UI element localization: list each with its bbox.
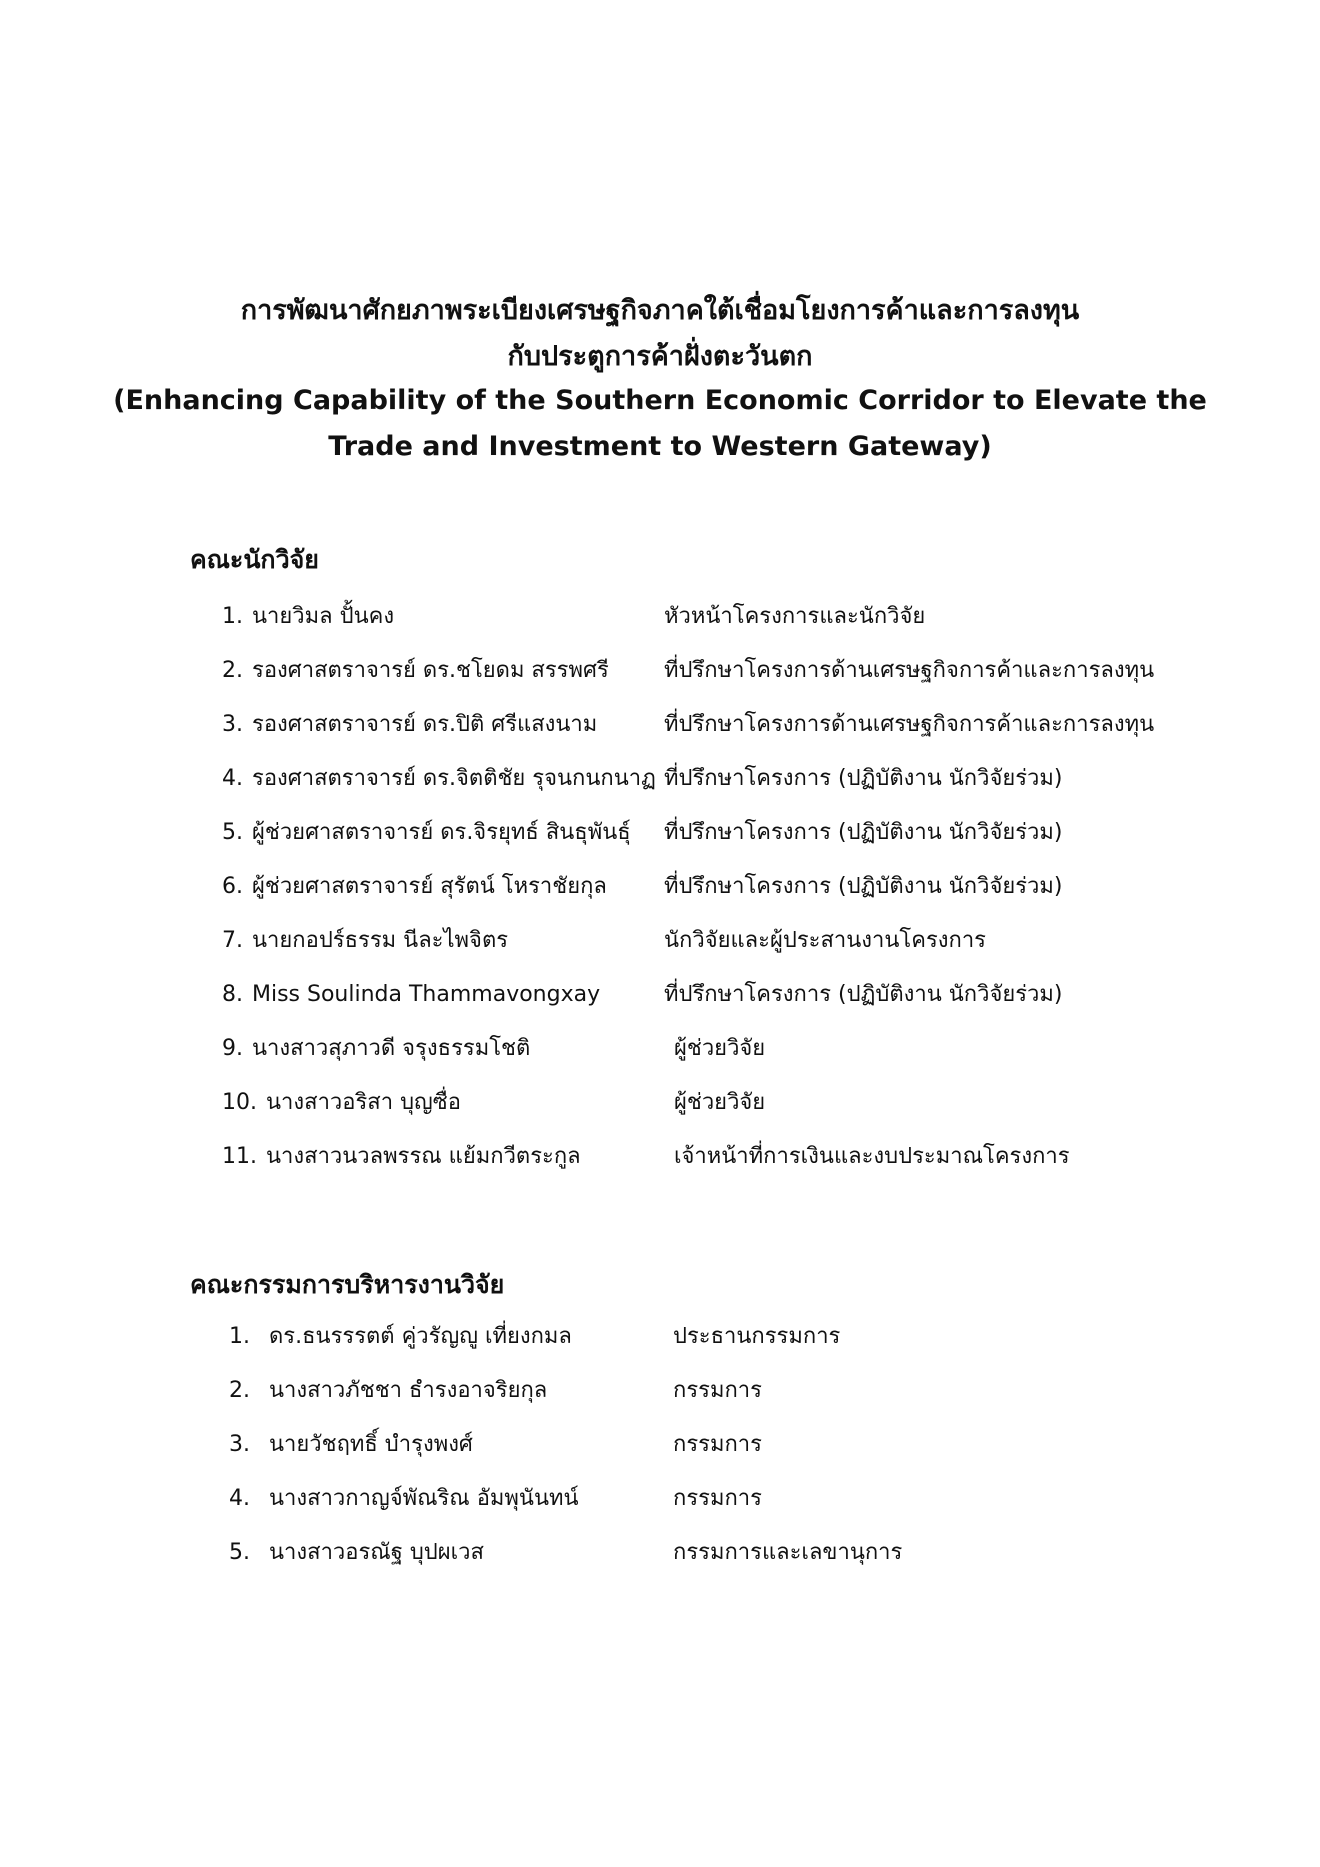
item-number: 11.: [222, 1144, 257, 1169]
member-role: กรรมการ: [673, 1378, 762, 1403]
title-thai-line-1: การพัฒนาศักยภาพระเบียงเศรษฐกิจภาคใต้เชื่อมโยงการค้าและการลงทุน: [240, 295, 1080, 326]
member-name: รองศาสตราจารย์ ดร.ชโยดม สรรพศรี: [252, 658, 609, 683]
list-item: [222, 968, 1222, 1022]
list-item: [222, 644, 1222, 698]
member-name: นางสาวอรณัฐ บุปผเวส: [269, 1540, 484, 1565]
item-number: 1.: [229, 1324, 250, 1349]
member-role: ที่ปรึกษาโครงการ (ปฏิบัติงาน นักวิจัยร่วม): [664, 820, 1063, 845]
member-role: ที่ปรึกษาโครงการ (ปฏิบัติงาน นักวิจัยร่วม): [664, 874, 1063, 899]
item-number: 5.: [229, 1540, 250, 1565]
list-item: [222, 806, 1222, 860]
member-role: ผู้ช่วยวิจัย: [674, 1090, 766, 1115]
item-number: 9.: [222, 1036, 243, 1061]
committee-heading: คณะกรรมการบริหารงานวิจัย: [190, 1270, 505, 1299]
list-item: [222, 1022, 1222, 1076]
document-title-thai: [0, 288, 1320, 380]
member-name: นายวิมล ปั้นคง: [252, 604, 395, 629]
title-english-line-1: (Enhancing Capability of the Southern Economic Corridor to Elevate the: [113, 385, 1207, 416]
member-role: ประธานกรรมการ: [673, 1324, 841, 1349]
member-role: เจ้าหน้าที่การเงินและงบประมาณโครงการ: [674, 1144, 1070, 1169]
item-number: 10.: [222, 1090, 257, 1115]
list-item: [229, 1472, 1129, 1526]
member-role: ผู้ช่วยวิจัย: [674, 1036, 766, 1061]
item-number: 1.: [222, 604, 243, 629]
list-item: [222, 590, 1222, 644]
member-role: กรรมการ: [673, 1486, 762, 1511]
item-number: 2.: [229, 1378, 250, 1403]
member-name: ผู้ช่วยศาสตราจารย์ สุรัตน์ โหราชัยกุล: [252, 874, 607, 899]
item-number: 2.: [222, 658, 243, 683]
list-item: [229, 1364, 1129, 1418]
title-english-line-2: Trade and Investment to Western Gateway): [328, 431, 992, 462]
member-name: รองศาสตราจารย์ ดร.ปิติ ศรีแสงนาม: [252, 712, 598, 737]
member-name: นางสาวกาญจ์พัณริณ อัมพุนันทน์: [269, 1486, 579, 1511]
item-number: 8.: [222, 982, 243, 1007]
member-role: ที่ปรึกษาโครงการด้านเศรษฐกิจการค้าและการลงทุน: [664, 712, 1155, 737]
list-item: [222, 914, 1222, 968]
list-item: [222, 1130, 1222, 1184]
committee-list: [229, 1310, 1129, 1580]
list-item: [229, 1310, 1129, 1364]
item-number: 4.: [229, 1486, 250, 1511]
member-name: นางสาวสุภาวดี จรุงธรรมโชติ: [252, 1036, 531, 1061]
research-team-heading: คณะนักวิจัย: [190, 545, 319, 574]
member-name: ดร.ธนรรรตต์ คู่วรัญญู เที่ยงกมล: [269, 1324, 572, 1349]
list-item: [229, 1418, 1129, 1472]
member-name: นางสาวนวลพรรณ แย้มกวีตระกูล: [266, 1144, 581, 1169]
member-role: ที่ปรึกษาโครงการ (ปฏิบัติงาน นักวิจัยร่วม): [664, 766, 1063, 791]
member-name: นางสาวอริสา บุญซื่อ: [266, 1090, 461, 1115]
list-item: [222, 698, 1222, 752]
research-team-list: [222, 590, 1222, 1184]
item-number: 3.: [229, 1432, 250, 1457]
member-name: Miss Soulinda Thammavongxay: [252, 982, 601, 1007]
member-role: นักวิจัยและผู้ประสานงานโครงการ: [664, 928, 986, 953]
member-name: รองศาสตราจารย์ ดร.จิตติชัย รุจนกนกนาฏ: [252, 766, 656, 791]
title-thai-line-2: กับประตูการค้าฝั่งตะวันตก: [507, 341, 813, 372]
member-name: นายกอปร์ธรรม นีละไพจิตร: [252, 928, 509, 953]
item-number: 3.: [222, 712, 243, 737]
member-name: นายวัชฤทธิ์ บำรุงพงศ์: [269, 1432, 473, 1457]
item-number: 5.: [222, 820, 243, 845]
member-name: ผู้ช่วยศาสตราจารย์ ดร.จิรยุทธ์ สินธุพันธุ์: [252, 820, 631, 845]
document-title-english: [0, 378, 1320, 470]
list-item: [229, 1526, 1129, 1580]
item-number: 7.: [222, 928, 243, 953]
list-item: [222, 860, 1222, 914]
item-number: 4.: [222, 766, 243, 791]
member-role: กรรมการ: [673, 1432, 762, 1457]
list-item: [222, 752, 1222, 806]
member-role: หัวหน้าโครงการและนักวิจัย: [664, 604, 926, 629]
member-name: นางสาวภัชชา ธำรงอาจริยกุล: [269, 1378, 548, 1403]
list-item: [222, 1076, 1222, 1130]
member-role: ที่ปรึกษาโครงการ (ปฏิบัติงาน นักวิจัยร่วม): [664, 982, 1063, 1007]
member-role: กรรมการและเลขานุการ: [673, 1540, 903, 1565]
member-role: ที่ปรึกษาโครงการด้านเศรษฐกิจการค้าและการลงทุน: [664, 658, 1155, 683]
item-number: 6.: [222, 874, 243, 899]
